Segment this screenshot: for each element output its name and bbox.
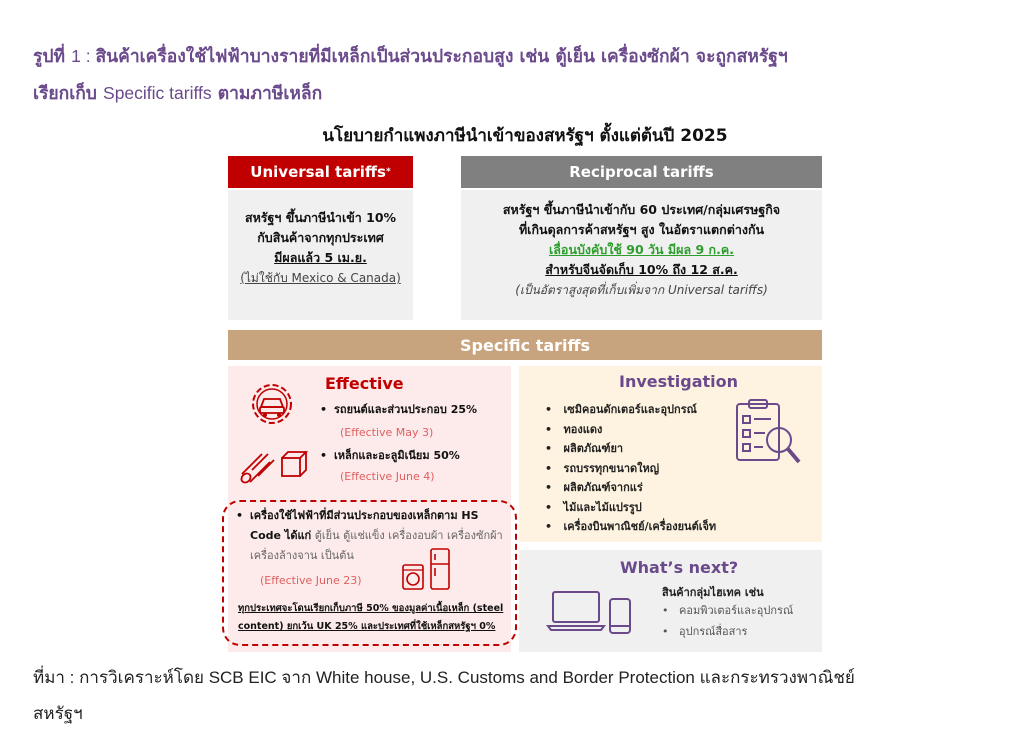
effective-item-steel-label: เหล็กและอะลูมิเนียม 50%	[334, 449, 460, 462]
investigation-panel	[519, 366, 822, 542]
universal-header-label: Universal tariffs	[250, 163, 386, 181]
phone-icon	[609, 598, 631, 634]
investigation-item-label: ผลิตภัณฑ์จากแร่	[563, 481, 643, 494]
appliance-footnote-1: ทุกประเทศจะโดนเรียกเก็บภาษี 50% ของมูลค่าเนื้อเหล็ก (steel	[238, 603, 504, 614]
source-line-1: ที่มา : การวิเคราะห์โดย SCB EIC จาก White house, U.S. Customs and Border Protection และกระทรวงพาณิชย์	[33, 668, 855, 687]
reciprocal-line-5: (เป็นอัตราสูงสุดที่เก็บเพิ่มจาก Universal tariffs)	[515, 283, 768, 297]
investigation-item-label: เครื่องบินพาณิชย์/เครื่องยนต์เจ็ท	[563, 520, 717, 533]
effective-item-auto-date: (Effective May 3)	[340, 426, 434, 439]
universal-line-1: สหรัฐฯ ขึ้นภาษีนำเข้า 10%	[244, 210, 397, 225]
investigation-item: • เซมิคอนดักเตอร์และอุปกรณ์	[545, 403, 697, 416]
universal-tariffs-box	[228, 190, 413, 320]
caption-text-2c: ตามภาษีเหล็ก	[211, 84, 323, 104]
caption-text-2a: เรียกเก็บ	[33, 84, 104, 104]
figure-caption	[33, 38, 1008, 112]
effective-item-auto: • รถยนต์และส่วนประกอบ 25%	[320, 403, 478, 416]
figure-title: นโยบายกำแพงภาษีนำเข้าของสหรัฐฯ ตั้งแต่ต้นปี 2025	[322, 126, 728, 146]
specific-tariffs-header: Specific tariffs	[228, 330, 822, 360]
investigation-item-label: เซมิคอนดักเตอร์และอุปกรณ์	[563, 403, 697, 416]
reciprocal-line-1: สหรัฐฯ ขึ้นภาษีนำเข้ากับ 60 ประเทศ/กลุ่มเศรษฐกิจ	[502, 202, 781, 217]
caption-prefix: รูปที่	[33, 47, 72, 67]
effective-title: Effective	[325, 374, 404, 393]
caption-text-2b: Specific tariffs	[103, 83, 212, 103]
appliance-line-3	[250, 546, 354, 566]
appliance-date: (Effective June 23)	[260, 574, 362, 587]
reciprocal-tariffs-box	[461, 190, 822, 320]
investigation-item-label: รถบรรทุกขนาดใหญ่	[563, 461, 660, 475]
investigation-item-label: ไม้และไม้แปรรูป	[563, 500, 642, 514]
investigation-item: • เครื่องบินพาณิชย์/เครื่องยนต์เจ็ท	[545, 520, 717, 533]
appliance-text-b: Code ได้แก่	[250, 529, 312, 542]
universal-note: (ไม่ใช้กับ Mexico & Canada)	[240, 271, 401, 285]
whats-next-item-label: คอมพิวเตอร์และอุปกรณ์	[678, 604, 794, 617]
steel-bars-icon	[238, 444, 306, 486]
universal-line-3: มีผลแล้ว 5 เม.ย.	[274, 250, 367, 265]
fridge-icon	[430, 548, 450, 590]
universal-line-2: กับสินค้าจากทุกประเทศ	[257, 230, 384, 245]
reciprocal-line-2: ที่เกินดุลการค้าสหรัฐฯ สูง ในอัตราแตกต่างกัน	[518, 222, 765, 237]
washer-icon	[402, 564, 424, 590]
universal-header-mark: *	[385, 167, 391, 177]
whats-next-panel	[519, 550, 822, 652]
whats-next-item: • อุปกรณ์สื่อสาร	[662, 625, 748, 638]
appliance-line-1: • เครื่องใช้ไฟฟ้าที่มีส่วนประกอบของเหล็กตาม HS	[236, 509, 479, 522]
appliance-text-c: ตู้เย็น ตู้แช่แข็ง เครื่องอบผ้า เครื่องซักผ้า	[311, 529, 503, 542]
reciprocal-tariffs-header: Reciprocal tariffs	[461, 156, 822, 188]
investigation-title: Investigation	[619, 372, 739, 391]
investigation-item: • ไม้และไม้แปรรูป	[545, 500, 642, 514]
caption-text-1: สินค้าเครื่องใช้ไฟฟ้าบางรายที่มีเหล็กเป็นส่วนประกอบสูง เช่น ตู้เย็น เครื่องซักผ้า จะถูกสหรัฐฯ	[95, 47, 788, 67]
reciprocal-line-4: สำหรับจีนจัดเก็บ 10% ถึง 12 ส.ค.	[545, 262, 738, 277]
investigation-item: • ผลิตภัณฑ์ยา	[545, 442, 624, 455]
source-line-2: สหรัฐฯ	[33, 704, 83, 723]
source-note	[33, 660, 1008, 732]
investigation-item-label: ทองแดง	[563, 422, 603, 436]
car-gear-icon	[246, 378, 298, 430]
universal-tariffs-header	[228, 156, 413, 188]
appliance-footnote-2: content) ยกเว้น UK 25% และประเทศที่ใช้เหล็กสหรัฐฯ 0%	[238, 621, 496, 632]
whats-next-title: What’s next?	[620, 558, 739, 577]
appliance-text-a: เครื่องใช้ไฟฟ้าที่มีส่วนประกอบของเหล็กตาม HS	[250, 509, 479, 522]
appliance-text-d: เครื่องล้างจาน เป็นต้น	[250, 549, 354, 562]
appliance-line-2	[250, 526, 503, 546]
investigation-item: • ทองแดง	[545, 422, 603, 436]
effective-item-auto-label: รถยนต์และส่วนประกอบ 25%	[334, 403, 478, 416]
whats-next-item: • คอมพิวเตอร์และอุปกรณ์	[662, 604, 794, 617]
laptop-icon	[547, 590, 605, 632]
caption-line-1	[33, 38, 1008, 75]
whats-next-subtitle: สินค้ากลุ่มไฮเทค เช่น	[662, 586, 764, 599]
caption-line-2	[33, 75, 1008, 112]
investigation-list	[545, 400, 716, 537]
investigation-item: • ผลิตภัณฑ์จากแร่	[545, 481, 643, 494]
investigation-item: • รถบรรทุกขนาดใหญ่	[545, 461, 660, 475]
caption-number: 1 :	[71, 46, 96, 66]
clipboard-magnifier-icon	[733, 398, 803, 470]
effective-item-steel: • เหล็กและอะลูมิเนียม 50%	[320, 449, 460, 462]
whats-next-item-label: อุปกรณ์สื่อสาร	[678, 625, 748, 638]
reciprocal-line-3: เลื่อนบังคับใช้ 90 วัน มีผล 9 ก.ค.	[549, 242, 734, 257]
whats-next-list	[662, 600, 793, 642]
effective-item-steel-date: (Effective June 4)	[340, 470, 435, 483]
investigation-item-label: ผลิตภัณฑ์ยา	[563, 442, 624, 455]
